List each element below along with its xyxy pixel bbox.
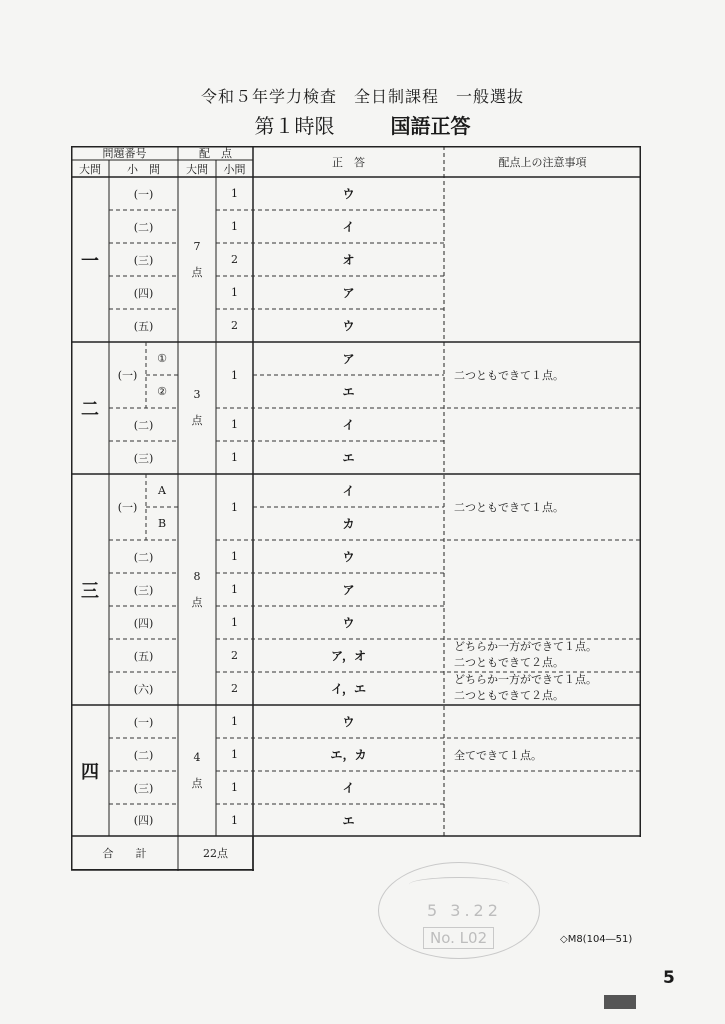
total-label: 合 計	[102, 847, 147, 860]
item-points: 1	[231, 187, 238, 200]
item-points: 1	[231, 418, 238, 431]
section-points: 8 点	[191, 569, 203, 609]
answer-cell: ア	[342, 286, 355, 300]
subject-label: 国語正答	[390, 114, 471, 138]
answer-cell: カ	[342, 517, 355, 531]
answer-table	[71, 146, 641, 871]
answer-cell: ウ	[342, 550, 355, 564]
stamp-date: 5 3.22	[427, 901, 502, 920]
item-points: 1	[231, 286, 238, 299]
section-label: 二	[81, 399, 99, 420]
sub-question: (一)	[133, 187, 154, 201]
answer-cell: オ	[342, 253, 355, 267]
sub-question: (三)	[133, 253, 154, 267]
sub-part: B	[157, 517, 167, 530]
header-answer: 正 答	[332, 155, 365, 169]
section-points: 7 点	[191, 239, 203, 279]
answer-cell: ウ	[342, 616, 355, 630]
sub-question: (二)	[133, 550, 154, 564]
header-points-major: 大問	[186, 162, 208, 176]
scoring-note: どちらか一方ができて１点。 二つともできて２点。	[454, 640, 597, 669]
item-points: 1	[231, 550, 238, 563]
section-label: 四	[81, 761, 99, 783]
document-title: 令和５年学力検査 全日制課程 一般選抜	[200, 87, 524, 106]
header-question-number: 問題番号	[102, 147, 147, 160]
section-points: 3 点	[191, 388, 203, 427]
sub-question: (六)	[133, 682, 154, 696]
period-label: 第１時限	[254, 114, 335, 138]
form-code: ◇M8(104―51)	[560, 934, 633, 945]
sub-question: (三)	[133, 781, 154, 795]
scoring-note: どちらか一方ができて１点。 二つともできて２点。	[454, 673, 597, 702]
answer-cell: イ	[342, 781, 355, 795]
scoring-note: 全てできて１点。	[454, 748, 542, 762]
section-label: 三	[81, 580, 99, 602]
sub-question: (一)	[117, 369, 138, 382]
answer-cell: エ	[342, 451, 355, 465]
answer-cell: ア	[342, 583, 355, 597]
item-points: 1	[231, 781, 238, 794]
scoring-note: 二つともできて１点。	[454, 501, 564, 514]
sub-part: ②	[157, 385, 167, 398]
sub-part: A	[158, 484, 166, 497]
item-points: 1	[231, 748, 238, 761]
header-points-minor: 小問	[223, 162, 246, 176]
answer-cell: ア，オ	[330, 649, 367, 663]
item-points: 1	[231, 500, 238, 514]
item-points: 1	[231, 616, 238, 629]
item-points: 2	[231, 649, 238, 662]
item-points: 2	[231, 253, 238, 266]
sub-question: (五)	[133, 649, 154, 663]
sub-question: (四)	[133, 286, 154, 300]
answer-cell: エ，カ	[330, 748, 367, 762]
sub-question: (二)	[133, 220, 154, 234]
sub-question: (二)	[133, 418, 154, 432]
header-major: 大問	[79, 162, 101, 176]
answer-cell: ア	[342, 352, 355, 366]
answer-cell: イ	[342, 220, 355, 234]
item-points: 1	[231, 220, 238, 233]
page-number: 5	[663, 968, 675, 988]
answer-cell: ウ	[342, 187, 355, 201]
sub-part: ①	[157, 352, 167, 365]
sub-question: (五)	[133, 319, 154, 333]
item-points: 1	[231, 583, 238, 596]
answer-cell: エ	[342, 385, 355, 399]
sub-question: (三)	[133, 451, 154, 465]
section-points: 4 点	[191, 750, 203, 790]
answer-cell: イ	[342, 418, 355, 432]
document-subtitle	[0, 110, 725, 139]
stamp-ring-icon	[409, 877, 509, 892]
item-points: 2	[231, 682, 238, 695]
total-value: 22点	[203, 847, 228, 860]
scoring-note: 二つともできて１点。	[454, 369, 564, 382]
item-points: 2	[231, 319, 238, 332]
answer-cell: イ	[342, 484, 355, 498]
sub-question: (二)	[133, 748, 154, 762]
stamp-number: No. L02	[423, 927, 494, 949]
sub-question: (一)	[117, 501, 138, 514]
sub-question: (一)	[133, 715, 154, 729]
item-points: 1	[231, 451, 238, 464]
header-notes: 配点上の注意事項	[498, 155, 587, 169]
answer-cell: ウ	[342, 319, 355, 333]
item-points: 1	[231, 715, 238, 728]
answer-cell: エ	[342, 813, 355, 828]
section-label: 一	[81, 250, 99, 272]
sub-question: (四)	[133, 814, 154, 827]
item-points: 1	[231, 368, 238, 382]
answer-cell: ウ	[342, 715, 355, 729]
header-minor: 小 問	[127, 162, 160, 176]
sub-question: (三)	[133, 583, 154, 597]
corner-mark-icon	[604, 995, 636, 1009]
answer-cell: イ，エ	[331, 682, 366, 696]
header-points: 配 点	[199, 147, 232, 160]
item-points: 1	[231, 813, 238, 827]
receipt-stamp	[378, 862, 540, 959]
sub-question: (四)	[133, 616, 154, 630]
